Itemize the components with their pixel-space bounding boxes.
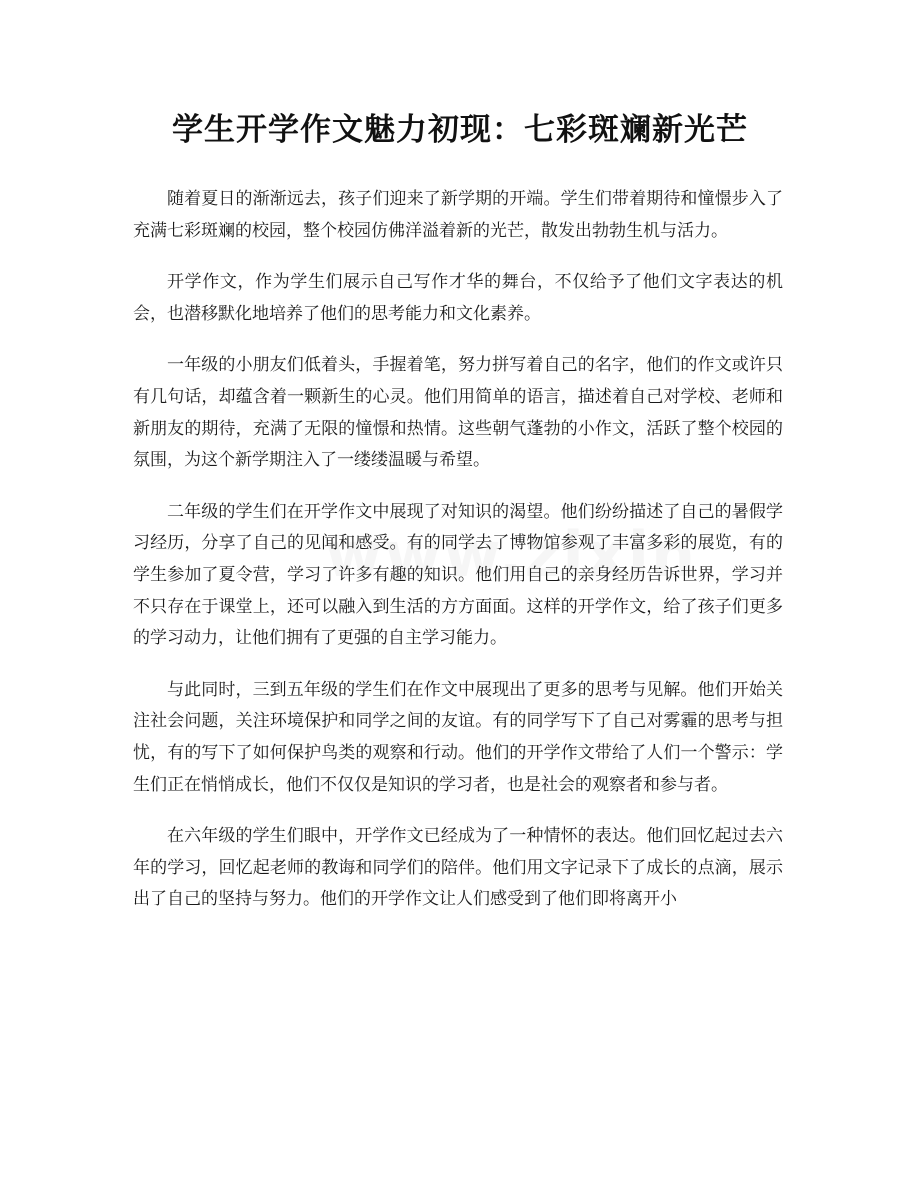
paragraph-5: 与此同时，三到五年级的学生们在作文中展现出了更多的思考与见解。他们开始关注社会问题，关注环境保护和同学之间的友谊。有的同学写下了自己对雾霾的思考与担忧，有的写下了如何保护鸟类的观察和行动。他们的开学作文带给了人们一个警示：学生们正在悄悄成长，他们不仅仅是知识的学习者，也是社会的观察者和参与者。 (133, 679, 783, 795)
paragraph-4: 二年级的学生们在开学作文中展现了对知识的渴望。他们纷纷描述了自己的暑假学习经历，分享了自己的见闻和感受。有的同学去了博物馆参观了丰富多彩的展览，有的学生参加了夏令营，学习了许多有趣的知识。他们用自己的亲身经历告诉世界，学习并不只存在于课堂上，还可以融入到生活的方方面面。这样的开学作文，给了孩子们更多的学习动力，让他们拥有了更强的自主学习能力。 (133, 501, 783, 649)
document-body (133, 184, 783, 936)
document-title: 学生开学作文魅力初现：七彩斑斓新光芒 (172, 112, 748, 148)
paragraph-2: 开学作文，作为学生们展示自己写作才华的舞台，不仅给予了他们文字表达的机会，也潜移默化地培养了他们的思考能力和文化素养。 (133, 272, 783, 324)
paragraph-3: 一年级的小朋友们低着头，手握着笔，努力拼写着自己的名字，他们的作文或许只有几句话，却蕴含着一颗新生的心灵。他们用简单的语言，描述着自己对学校、老师和新朋友的期待，充满了无限的憧憬和热情。这些朝气蓬勃的小作文，活跃了整个校园的氛围，为这个新学期注入了一缕缕温暖与希望。 (133, 355, 783, 471)
paragraph-1: 随着夏日的渐渐远去，孩子们迎来了新学期的开端。学生们带着期待和憧憬步入了充满七彩斑斓的校园，整个校园仿佛洋溢着新的光芒，散发出勃勃生机与活力。 (133, 189, 783, 241)
paragraph-6: 在六年级的学生们眼中，开学作文已经成为了一种情怀的表达。他们回忆起过去六年的学习，回忆起老师的教诲和同学们的陪伴。他们用文字记录下了成长的点滴，展示出了自己的坚持与努力。他们的开学作文让人们感受到了他们即将离开小 (133, 826, 783, 910)
